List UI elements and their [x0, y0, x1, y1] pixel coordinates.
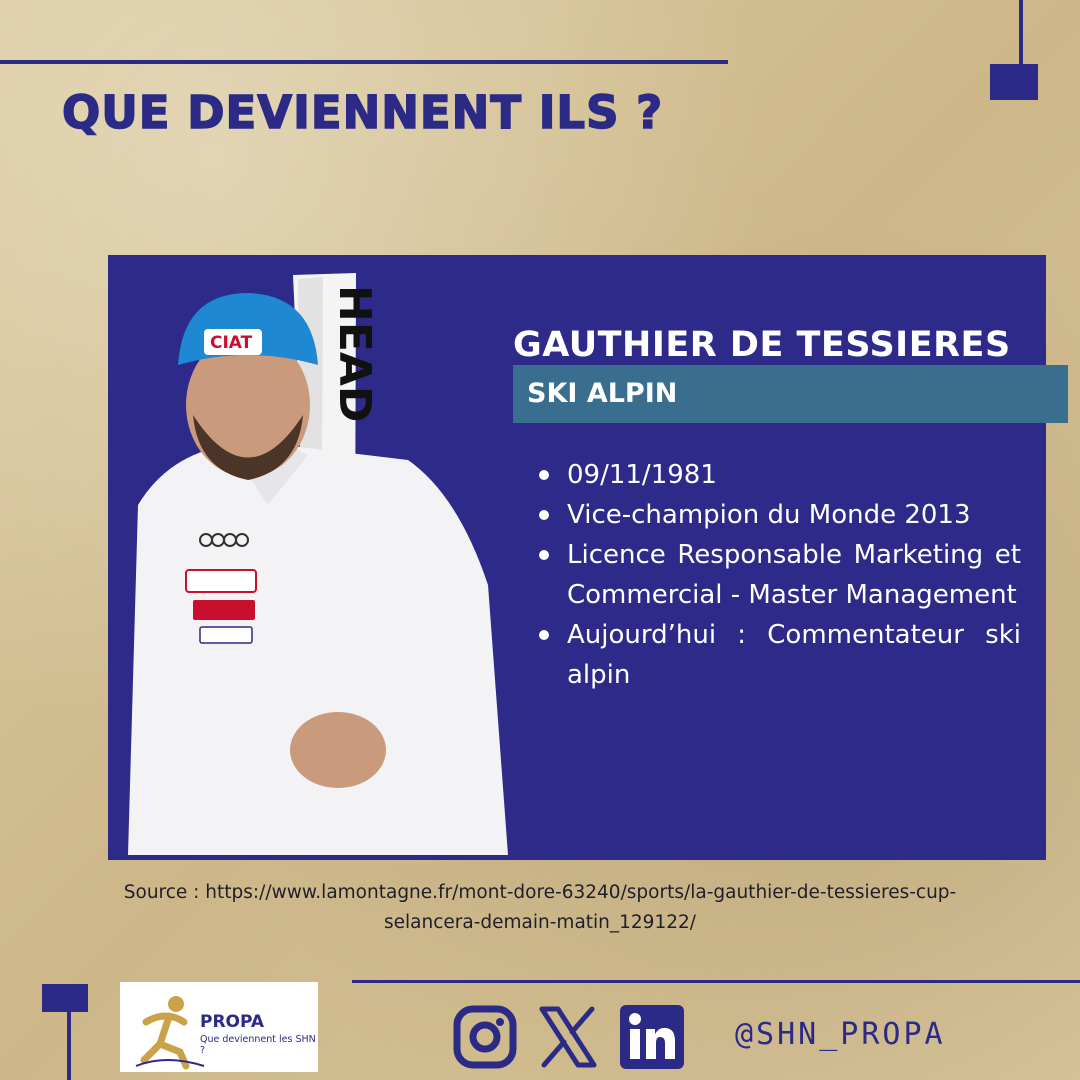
runner-icon	[126, 982, 206, 1072]
athlete-name: GAUTHIER DE TESSIERES	[513, 325, 1011, 365]
source-citation	[60, 878, 1020, 938]
x-icon[interactable]	[536, 1005, 600, 1069]
logo-title: PROPA	[200, 1012, 265, 1032]
sport-label: SKI ALPIN	[527, 378, 678, 409]
instagram-icon[interactable]	[453, 1005, 517, 1069]
fact-achievement: Vice-champion du Monde 2013	[536, 495, 1021, 535]
linkedin-icon[interactable]	[620, 1005, 684, 1069]
facts-list	[536, 455, 1021, 695]
top-rule	[0, 60, 728, 64]
propa-logo	[120, 982, 318, 1072]
bottom-left-vertical-rule	[67, 1000, 71, 1080]
top-right-vertical-rule	[1019, 0, 1023, 68]
athlete-card	[108, 255, 1046, 860]
bottom-left-square	[42, 984, 88, 1012]
sport-banner	[513, 365, 1068, 423]
source-line-2: selancera-demain-matin_129122/	[384, 912, 696, 933]
jacket	[128, 430, 508, 855]
cap-text: CIAT	[210, 333, 253, 353]
top-right-square	[990, 64, 1038, 100]
fact-education: Licence Responsable Marketing et Commercial - Master Management	[536, 535, 1021, 615]
page-title: QUE DEVIENNENT ILS ?	[62, 86, 664, 139]
source-line-1: Source : https://www.lamontagne.fr/mont-dore-63240/sports/la-gauthier-de-tessieres-cup-	[123, 882, 957, 903]
fact-birthdate: 09/11/1981	[536, 455, 1021, 495]
athlete-photo	[108, 255, 518, 860]
bottom-rule	[352, 980, 1080, 983]
ski-brand-text: HEAD	[329, 285, 380, 423]
logo-subtitle: Que deviennent les SHN ?	[200, 1034, 316, 1056]
social-handle[interactable]: @SHN_PROPA	[735, 1017, 946, 1052]
hands	[290, 712, 386, 788]
fact-current-job: Aujourd’hui : Commentateur ski alpin	[536, 615, 1021, 695]
